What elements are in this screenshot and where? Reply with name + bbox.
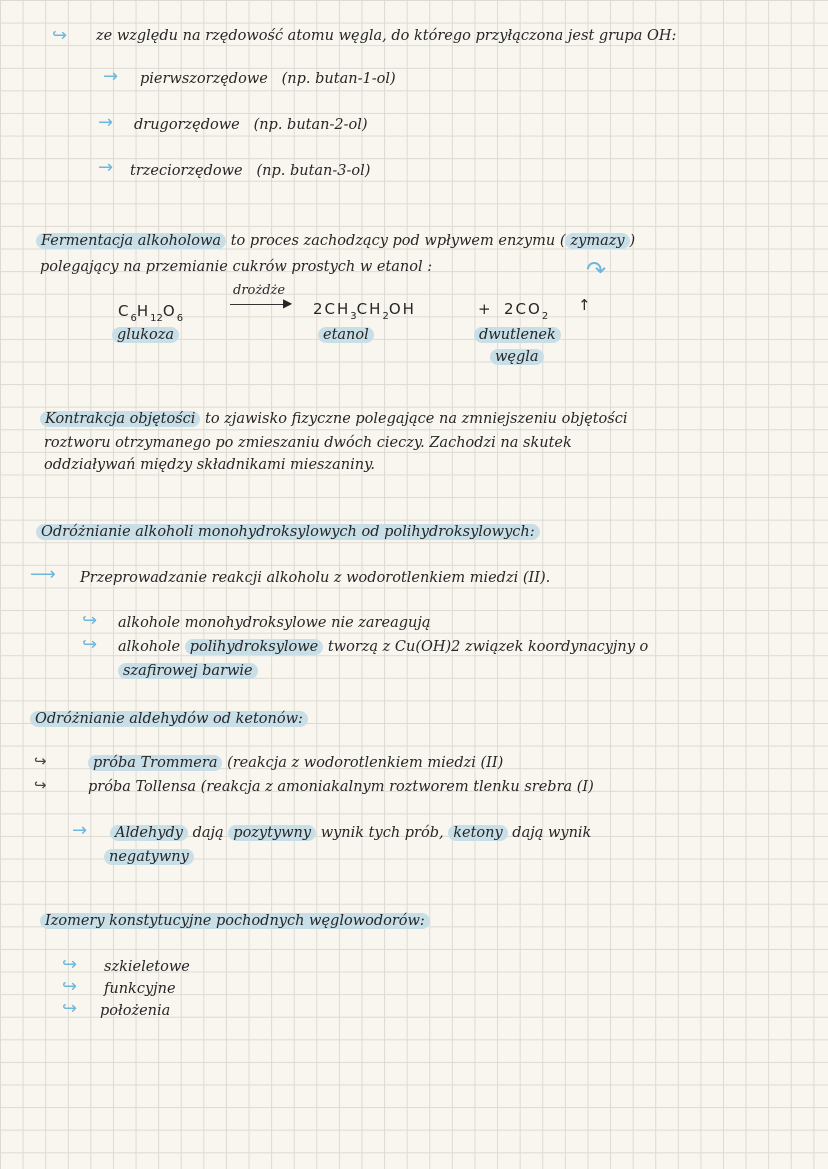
hook-arrow-icon: ↪ xyxy=(62,998,78,1019)
test-name: próba Trommera xyxy=(88,755,222,771)
contraction-line-2: roztworu otrzymanego po zmieszaniu dwóch cieczy. Zachodzi na skutek xyxy=(44,435,572,451)
contraction-line-1 xyxy=(40,410,627,428)
isomers-title xyxy=(40,912,430,930)
reaction-arrow-line xyxy=(230,304,290,305)
highlight-text: negatywny xyxy=(104,849,194,865)
plus-sign: + xyxy=(478,300,493,318)
isomer-item-3: położenia xyxy=(100,1003,171,1019)
arrow-icon: → xyxy=(103,66,119,87)
test-name: próba Tollensa xyxy=(88,779,197,795)
enzyme-name: zymazy xyxy=(565,233,629,249)
product-2-label-2 xyxy=(490,348,544,366)
class-example: (np. butan-3-ol) xyxy=(256,163,371,179)
hook-arrow-icon: ↪ xyxy=(82,634,98,655)
arrow-icon: → xyxy=(98,112,114,133)
class-name: drugorzędowe xyxy=(134,117,240,133)
co2-label: dwutlenek xyxy=(474,327,561,343)
hook-arrow-icon: ↪ xyxy=(62,976,78,997)
contraction-text: to zjawisko fizyczne polegające na zmniejszeniu objętości xyxy=(205,411,628,427)
product-2-label-1 xyxy=(474,326,561,344)
hook-arrow-icon: ↪ xyxy=(82,610,98,631)
class-name: trzeciorzędowe xyxy=(130,163,243,179)
class-example: (np. butan-2-ol) xyxy=(253,117,368,133)
isomer-item-2: funkcyjne xyxy=(104,981,176,997)
product-1-formula: $2CH_3CH_2OH$ xyxy=(313,300,416,322)
hook-arrow-icon: ↪ xyxy=(34,776,47,794)
classification-header: ze względu na rzędowość atomu węgla, do którego przyłączona jest grupa OH: xyxy=(96,28,677,44)
polyols-item-1: alkohole monohydroksylowe nie zareagują xyxy=(118,615,431,631)
highlight-text: pozytywny xyxy=(228,825,316,841)
highlight-text: Aldehydy xyxy=(110,825,188,841)
arrow-head-icon: ▶ xyxy=(283,296,293,310)
polyols-title-text: Odróżnianie alkoholi monohydroksylowych od polihydroksylowych: xyxy=(36,524,540,540)
isomer-item-1: szkieletowe xyxy=(104,959,190,975)
conclusion-line-2 xyxy=(104,848,194,866)
highlight-text: ketony xyxy=(448,825,507,841)
paren: ) xyxy=(629,233,636,249)
reactant-label xyxy=(112,326,179,344)
text: dają xyxy=(192,825,224,841)
polyols-title xyxy=(36,523,540,541)
arrow-icon: ⟶ xyxy=(30,564,56,585)
fermentation-text: to proces zachodzący pod wpływem enzymu ( xyxy=(230,233,566,249)
contraction-term: Kontrakcja objętości xyxy=(40,411,200,427)
test-2 xyxy=(88,778,594,796)
arrow-icon: ↪ xyxy=(52,25,68,46)
polyols-lead: Przeprowadzanie reakcji alkoholu z wodorotlenkiem miedzi (II). xyxy=(80,570,551,586)
aldehydes-title-text: Odróżnianie aldehydów od ketonów: xyxy=(30,711,308,727)
conclusion-line-1 xyxy=(110,824,591,842)
polyols-item-2-cont xyxy=(118,662,258,680)
hook-arrow-icon: ↪ xyxy=(62,954,78,975)
fermentation-line-2: polegający na przemianie cukrów prostych w etanol : xyxy=(40,259,433,275)
gas-arrow: ↑ xyxy=(578,296,593,314)
glucose-label: glukoza xyxy=(112,327,179,343)
highlight-text: szafirowej barwie xyxy=(118,663,258,679)
text: alkohole xyxy=(118,639,181,655)
test-1 xyxy=(88,754,503,772)
curved-arrow-icon: ↷ xyxy=(586,256,607,284)
class-example: (np. butan-1-ol) xyxy=(281,71,396,87)
arrow-icon: → xyxy=(72,820,88,841)
text: wynik tych prób, xyxy=(320,825,444,841)
fermentation-line-1 xyxy=(36,232,635,250)
test-desc: (reakcja z amoniakalnym roztworem tlenku srebra (I) xyxy=(200,779,594,795)
co2-label-2: węgla xyxy=(490,349,544,365)
catalyst-label: drożdże xyxy=(233,283,286,298)
hook-arrow-icon: ↪ xyxy=(34,752,47,770)
product-2-formula: $2CO_2$ xyxy=(504,300,549,322)
class-item-2 xyxy=(134,116,368,134)
text: tworzą z Cu(OH)2 związek koordynacyjny o xyxy=(327,639,649,655)
ethanol-label: etanol xyxy=(318,327,374,343)
class-item-3 xyxy=(130,162,370,180)
isomers-title-text: Izomery konstytucyjne pochodnych węglowodorów: xyxy=(40,913,430,929)
fermentation-term: Fermentacja alkoholowa xyxy=(36,233,226,249)
reactant-formula: $C_6H_{12}O_6$ xyxy=(118,302,184,324)
highlight-text: polihydroksylowe xyxy=(185,639,324,655)
arrow-icon: → xyxy=(98,157,114,178)
class-item-1 xyxy=(140,70,396,88)
aldehydes-title xyxy=(30,710,308,728)
product-1-label xyxy=(318,326,374,344)
test-desc: (reakcja z wodorotlenkiem miedzi (II) xyxy=(227,755,504,771)
text: dają wynik xyxy=(512,825,592,841)
contraction-line-3: oddziaływań między składnikami mieszaniny. xyxy=(44,457,375,473)
polyols-item-2 xyxy=(118,638,648,656)
class-name: pierwszorzędowe xyxy=(140,71,268,87)
